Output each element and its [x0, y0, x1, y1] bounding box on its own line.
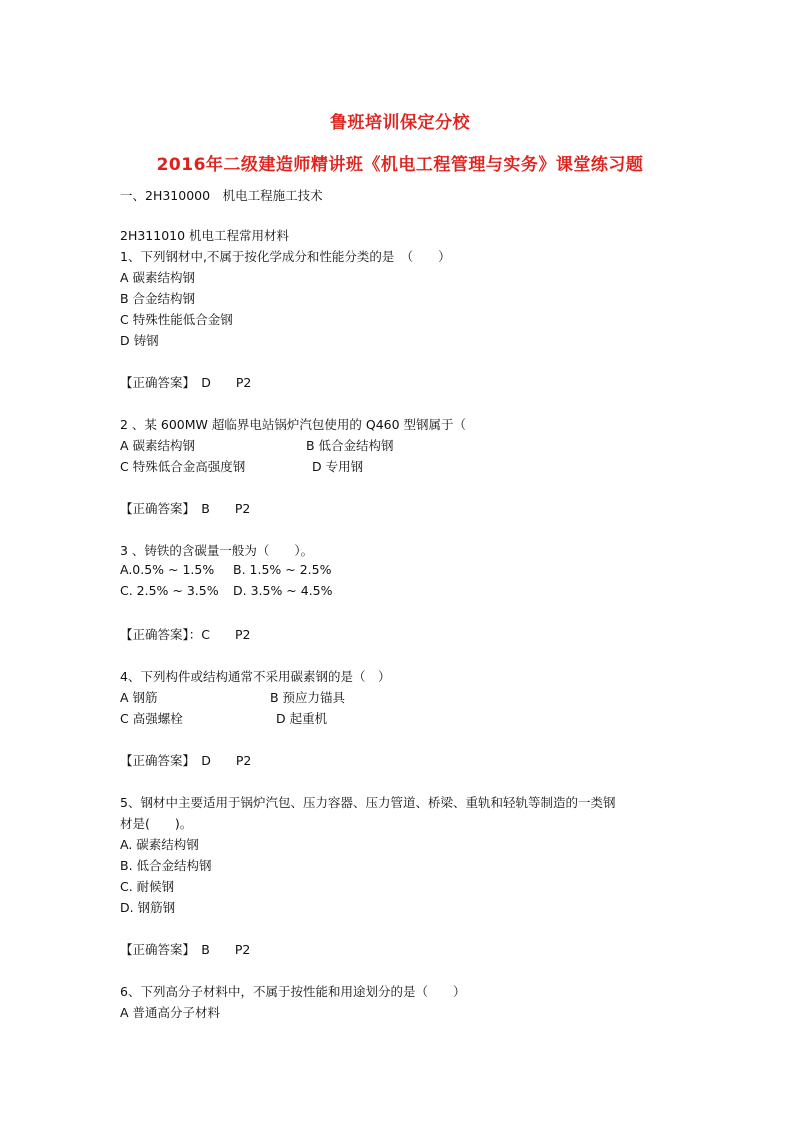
option: D 专用钢	[312, 459, 364, 474]
answer: 【正确答案】 D P2	[120, 753, 252, 768]
answer: 【正确答案】 B P2	[120, 942, 251, 957]
question-stem: 1、下列钢材中,不属于按化学成分和性能分类的是 （ ）	[120, 249, 451, 264]
question-stem: 3 、铸铁的含碳量一般为（ ）。	[120, 543, 314, 558]
option: B 低合金结构钢	[306, 438, 394, 453]
option: D. 钢筋钢	[120, 900, 176, 915]
option: D 起重机	[276, 711, 328, 726]
question-stem: 5、钢材中主要适用于锅炉汽包、压力容器、压力管道、桥梁、重轨和轻轨等制造的一类钢	[120, 795, 616, 810]
option: B 合金结构钢	[120, 291, 196, 306]
option: D 铸钢	[120, 333, 159, 348]
option: C 特殊低合金高强度钢	[120, 459, 246, 474]
option: C 高强螺栓	[120, 711, 183, 726]
question-stem: 2 、某 600MW 超临界电站锅炉汽包使用的 Q460 型钢属于（	[120, 417, 467, 432]
option: A.0.5% ~ 1.5%	[120, 562, 215, 577]
option: C. 2.5% ~ 3.5%	[120, 583, 219, 598]
option: C 特殊性能低合金钢	[120, 312, 233, 327]
option: D. 3.5% ~ 4.5%	[233, 583, 333, 598]
section-heading: 一、2H310000 机电工程施工技术	[120, 188, 323, 203]
option: A. 碳素结构钢	[120, 837, 199, 852]
option: B. 低合金结构钢	[120, 858, 212, 873]
option: B. 1.5% ~ 2.5%	[233, 562, 332, 577]
option: C. 耐候钢	[120, 879, 175, 894]
option: A 钢筋	[120, 690, 158, 705]
answer: 【正确答案】：C P2	[120, 627, 251, 642]
answer: 【正确答案】 B P2	[120, 501, 251, 516]
option: A 普通高分子材料	[120, 1005, 221, 1020]
option: A 碳素结构钢	[120, 438, 196, 453]
question-stem: 4、下列构件或结构通常不采用碳素钢的是（ ）	[120, 669, 391, 684]
answer: 【正确答案】 D P2	[120, 375, 252, 390]
org-title: 鲁班培训保定分校	[330, 113, 470, 133]
option: A 碳素结构钢	[120, 270, 196, 285]
question-stem-continued: 材是( )。	[120, 816, 193, 831]
question-stem: 6、下列高分子材料中，不属于按性能和用途划分的是（ ）	[120, 984, 466, 999]
option: B 预应力锚具	[270, 690, 346, 705]
subsection-heading: 2H311010 机电工程常用材料	[120, 228, 290, 243]
course-title: 2016年二级建造师精讲班《机电工程管理与实务》课堂练习题	[156, 155, 644, 175]
